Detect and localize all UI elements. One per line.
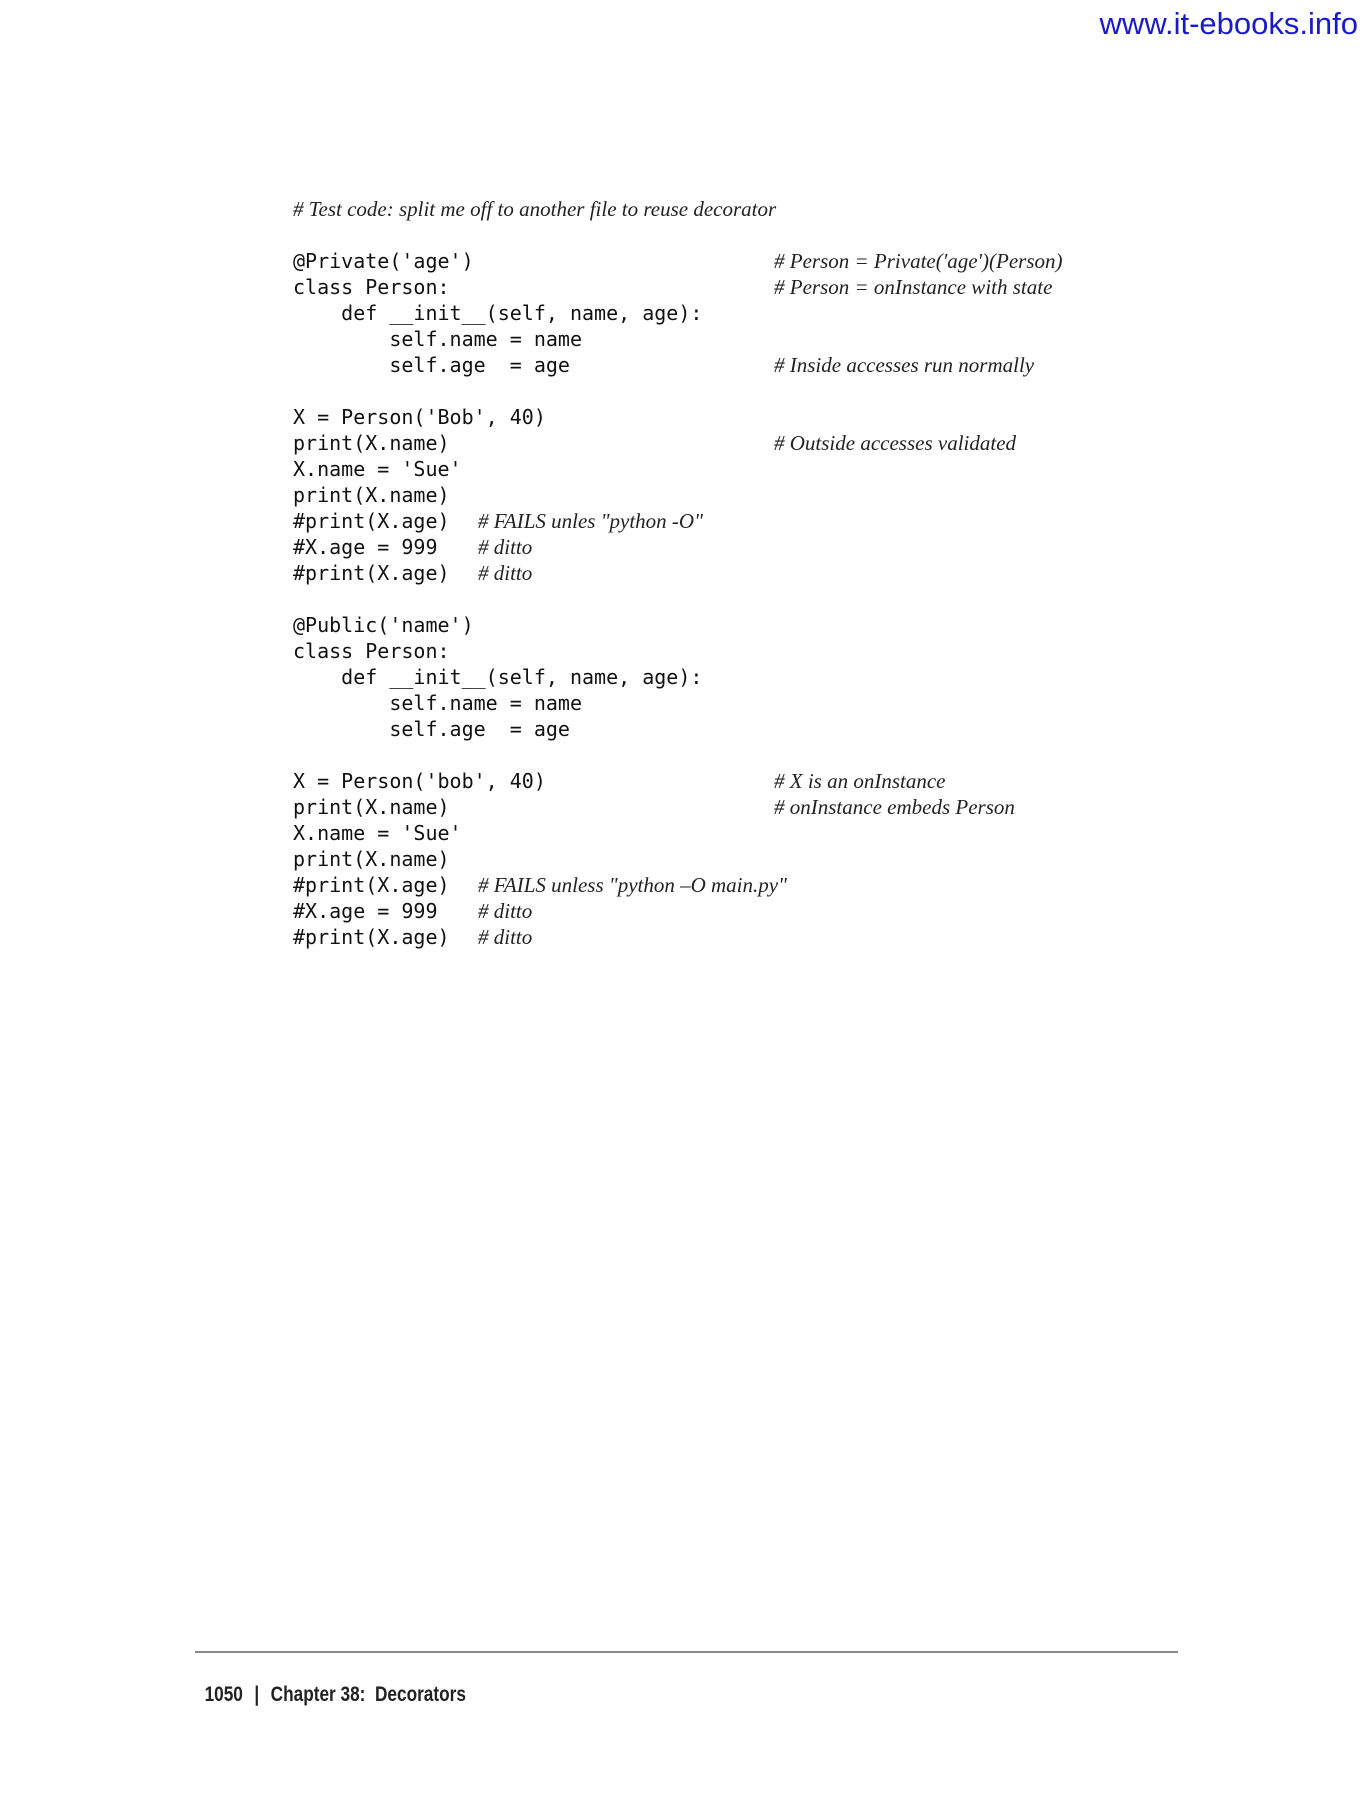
code-comment: # Person = Private('age')(Person) bbox=[774, 249, 1063, 273]
code-line bbox=[293, 638, 1193, 664]
code-line bbox=[293, 898, 1193, 924]
code-text: def __init__(self, name, age): bbox=[293, 665, 703, 689]
code-text: X.name = 'Sue' bbox=[293, 821, 462, 845]
code-comment: # X is an onInstance bbox=[774, 769, 946, 793]
footer-separator: | bbox=[254, 1683, 260, 1706]
code-text: print(X.name) bbox=[293, 431, 450, 455]
code-comment: # FAILS unless "python –O main.py" bbox=[478, 873, 787, 897]
code-text: def __init__(self, name, age): bbox=[293, 301, 703, 325]
code-line bbox=[293, 300, 1193, 326]
code-line bbox=[293, 560, 1193, 586]
page-footer bbox=[195, 1659, 466, 1707]
code-line bbox=[293, 846, 1193, 872]
code-text: #print(X.age) bbox=[293, 925, 450, 949]
code-line bbox=[293, 612, 1193, 638]
code-comment: # Test code: split me off to another file to reuse decorator bbox=[293, 197, 777, 221]
code-text: self.name = name bbox=[293, 327, 582, 351]
code-line bbox=[293, 534, 1193, 560]
code-line bbox=[293, 352, 1193, 378]
code-line bbox=[293, 248, 1193, 274]
code-line bbox=[293, 872, 1193, 898]
chapter-title: Decorators bbox=[374, 1683, 466, 1706]
code-comment: # ditto bbox=[478, 561, 533, 585]
code-comment: # ditto bbox=[478, 925, 533, 949]
code-line bbox=[293, 716, 1193, 742]
code-line bbox=[293, 326, 1193, 352]
code-line bbox=[293, 274, 1193, 300]
code-line bbox=[293, 820, 1193, 846]
code-text: X = Person('Bob', 40) bbox=[293, 405, 546, 429]
code-line bbox=[293, 664, 1193, 690]
code-line bbox=[293, 794, 1193, 820]
page-number: 1050 bbox=[204, 1683, 243, 1706]
code-text: @Private('age') bbox=[293, 249, 474, 273]
footer-rule bbox=[195, 1651, 1178, 1653]
watermark-link[interactable]: www.it-ebooks.info bbox=[1099, 6, 1358, 41]
code-comment: # Inside accesses run normally bbox=[774, 353, 1035, 377]
code-text: self.age = age bbox=[293, 717, 570, 741]
code-line bbox=[293, 768, 1193, 794]
code-text: self.name = name bbox=[293, 691, 582, 715]
code-line bbox=[293, 222, 1193, 248]
code-text: X = Person('bob', 40) bbox=[293, 769, 546, 793]
code-comment: # Person = onInstance with state bbox=[774, 275, 1053, 299]
code-text: X.name = 'Sue' bbox=[293, 457, 462, 481]
code-line bbox=[293, 430, 1193, 456]
code-comment: # ditto bbox=[478, 899, 533, 923]
code-text: print(X.name) bbox=[293, 483, 450, 507]
code-line bbox=[293, 742, 1193, 768]
code-text: #X.age = 999 bbox=[293, 899, 438, 923]
code-line bbox=[293, 586, 1193, 612]
code-comment: # onInstance embeds Person bbox=[774, 795, 1015, 819]
code-text: self.age = age bbox=[293, 353, 570, 377]
code-line bbox=[293, 924, 1193, 950]
code-line bbox=[293, 482, 1193, 508]
code-text: print(X.name) bbox=[293, 795, 450, 819]
code-text: #X.age = 999 bbox=[293, 535, 438, 559]
code-comment: # ditto bbox=[478, 535, 533, 559]
code-text: #print(X.age) bbox=[293, 561, 450, 585]
code-text: class Person: bbox=[293, 275, 450, 299]
code-line bbox=[293, 196, 1193, 222]
code-text: class Person: bbox=[293, 639, 450, 663]
code-line bbox=[293, 690, 1193, 716]
code-comment: # FAILS unles "python -O" bbox=[478, 509, 703, 533]
code-text: print(X.name) bbox=[293, 847, 450, 871]
code-line bbox=[293, 404, 1193, 430]
code-text: #print(X.age) bbox=[293, 873, 450, 897]
code-text: #print(X.age) bbox=[293, 509, 450, 533]
code-line bbox=[293, 508, 1193, 534]
chapter-label: Chapter 38: bbox=[270, 1683, 366, 1706]
code-listing bbox=[293, 196, 1193, 950]
code-line bbox=[293, 456, 1193, 482]
code-line bbox=[293, 378, 1193, 404]
code-text: @Public('name') bbox=[293, 613, 474, 637]
code-comment: # Outside accesses validated bbox=[774, 431, 1017, 455]
